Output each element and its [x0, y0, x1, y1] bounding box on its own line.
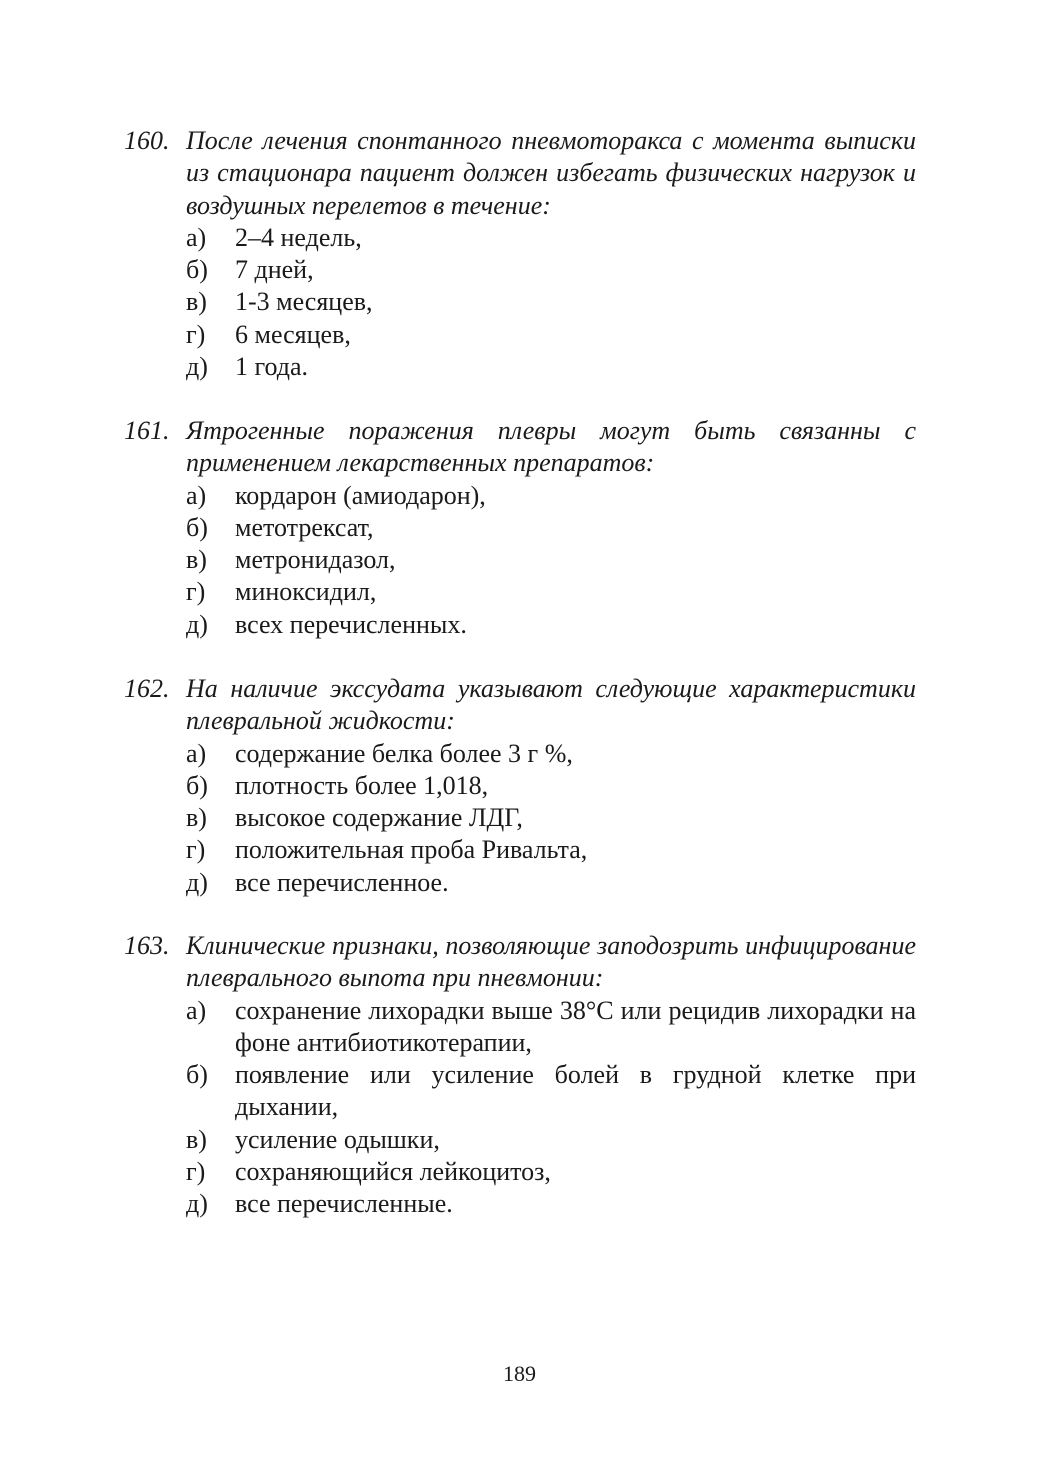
answer-options [186, 480, 916, 641]
question-text: На наличие экссудата указывают следующие характеристики плевральной жидкости: [186, 674, 916, 736]
option-text: 2–4 недель, [235, 222, 362, 252]
page-number: 189 [503, 1361, 536, 1386]
question-header [124, 673, 916, 738]
question-header [124, 415, 916, 480]
option-letter: г) [186, 577, 206, 607]
option-letter: в) [186, 545, 207, 575]
option-text: миноксидил, [235, 577, 377, 607]
option-letter: а) [186, 480, 207, 510]
option-letter: д) [186, 609, 208, 639]
answer-option [186, 1059, 916, 1124]
answer-options [186, 995, 916, 1221]
option-text: метронидазол, [235, 545, 396, 575]
option-text: сохраняющийся лейкоцитоз, [235, 1157, 551, 1187]
option-letter: а) [186, 995, 207, 1025]
answer-option [186, 1156, 916, 1188]
option-letter: в) [186, 1124, 207, 1154]
answer-option [186, 802, 916, 834]
option-text: 6 месяцев, [235, 319, 351, 349]
answer-option [186, 834, 916, 866]
option-text: всех перечисленных. [235, 609, 467, 639]
option-text: кордарон (амиодарон), [235, 480, 486, 510]
option-text: усиление одышки, [235, 1124, 440, 1154]
option-text: плотность более 1,018, [235, 770, 489, 800]
answer-option [186, 286, 916, 318]
answer-option [186, 609, 916, 641]
option-letter: б) [186, 770, 208, 800]
question-160 [124, 125, 916, 383]
question-number: 160. [124, 126, 170, 155]
answer-option [186, 1124, 916, 1156]
option-text: все перечисленные. [235, 1189, 453, 1219]
answer-option [186, 480, 916, 512]
option-text: 1 года. [235, 352, 309, 382]
question-163 [124, 930, 916, 1221]
answer-option [186, 512, 916, 544]
question-text: Ятрогенные поражения плевры могут быть связанны с применением лекарственных препаратов: [186, 416, 916, 478]
question-161 [124, 415, 916, 641]
question-number: 162. [124, 674, 170, 703]
answer-option [186, 770, 916, 802]
option-letter: г) [186, 319, 206, 349]
option-letter: г) [186, 1157, 206, 1187]
answer-option [186, 1188, 916, 1220]
question-number: 163. [124, 931, 170, 960]
option-text: появление или усиление болей в грудной клетке при дыхании, [235, 1060, 916, 1122]
answer-option [186, 319, 916, 351]
question-text: После лечения спонтанного пневмоторакса с момента выписки из стационара пациент должен избегать физических нагрузок и воздушных перелетов в течение: [186, 126, 916, 220]
option-letter: г) [186, 835, 206, 865]
option-letter: б) [186, 512, 208, 542]
option-text: 7 дней, [235, 255, 314, 285]
answer-option [186, 351, 916, 383]
question-text: Клинические признаки, позволяющие заподозрить инфицирование плеврального выпота при пневмонии: [186, 931, 916, 993]
question-header [124, 930, 916, 995]
option-letter: б) [186, 255, 208, 285]
option-letter: б) [186, 1060, 208, 1090]
option-text: содержание белка более 3 г %, [235, 738, 573, 768]
answer-option [186, 576, 916, 608]
option-letter: а) [186, 738, 207, 768]
answer-option [186, 738, 916, 770]
option-text: сохранение лихорадки выше 38°С или рецидив лихорадки на фоне антибиотикотерапии, [235, 995, 916, 1057]
answer-option [186, 222, 916, 254]
option-letter: д) [186, 1189, 208, 1219]
option-text: высокое содержание ЛДГ, [235, 803, 523, 833]
answer-option [186, 254, 916, 286]
option-text: метотрексат, [235, 512, 374, 542]
option-text: все перечисленное. [235, 867, 449, 897]
option-text: положительная проба Ривальта, [235, 835, 588, 865]
question-162 [124, 673, 916, 899]
option-letter: д) [186, 352, 208, 382]
answer-option [186, 544, 916, 576]
option-letter: в) [186, 803, 207, 833]
option-letter: а) [186, 222, 207, 252]
answer-option [186, 867, 916, 899]
option-letter: в) [186, 287, 207, 317]
question-number: 161. [124, 416, 170, 445]
question-header [124, 125, 916, 222]
option-text: 1-3 месяцев, [235, 287, 373, 317]
answer-options [186, 738, 916, 899]
option-letter: д) [186, 867, 208, 897]
answer-options [186, 222, 916, 383]
answer-option [186, 995, 916, 1060]
